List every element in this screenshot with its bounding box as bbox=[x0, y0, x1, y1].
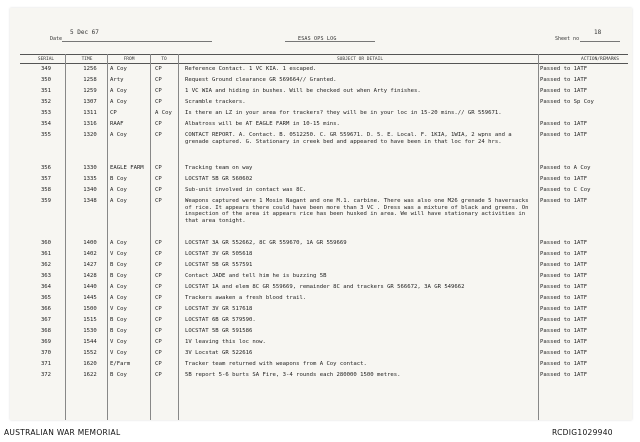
action-cell: Passed to 1ATF bbox=[540, 328, 588, 334]
serial-cell: 350 bbox=[40, 77, 52, 83]
sheet-underline bbox=[580, 41, 620, 42]
serial-cell: 357 bbox=[40, 176, 52, 182]
time-cell: 1445 bbox=[83, 295, 97, 301]
from-cell: EAGLE FARM bbox=[110, 165, 144, 171]
from-cell: B Coy bbox=[110, 372, 127, 378]
serial-cell: 356 bbox=[40, 165, 52, 171]
to-cell: CP bbox=[155, 66, 162, 72]
to-cell: CP bbox=[155, 88, 162, 94]
time-cell: 1400 bbox=[83, 240, 97, 246]
to-cell: CP bbox=[155, 350, 162, 356]
subject-cell: 1V leaving this loc now. bbox=[185, 339, 266, 345]
col-header-subject: SUBJECT OR DETAIL bbox=[336, 57, 384, 62]
from-cell: A Coy bbox=[110, 198, 127, 204]
serial-cell: 363 bbox=[40, 273, 52, 279]
to-cell: CP bbox=[155, 339, 162, 345]
action-cell: Passed to 1ATF bbox=[540, 306, 588, 312]
from-cell: A Coy bbox=[110, 187, 127, 193]
from-cell: RAAF bbox=[110, 121, 124, 127]
action-cell: Passed to 1ATF bbox=[540, 350, 588, 356]
from-cell: A Coy bbox=[110, 240, 127, 246]
serial-cell: 351 bbox=[40, 88, 52, 94]
to-cell: CP bbox=[155, 262, 162, 268]
action-cell: Passed to 1ATF bbox=[540, 251, 588, 257]
time-cell: 1552 bbox=[83, 350, 97, 356]
from-cell: A Coy bbox=[110, 99, 127, 105]
subject-cell: CONTACT REPORT. A. Contact. B. 0512250. C. GR 559671. D. 5. E. Local. F. 1KIA, 1WIA, 2 wpns and a grenade captured. G. Stationary in creek bed and appeared to have been in that loc for 24 hrs. bbox=[185, 132, 512, 145]
time-cell: 1427 bbox=[83, 262, 97, 268]
subject-cell: LOCSTAT 1A and elem 8C GR 559669, remainder 8C and trackers GR 566672, 3A GR 549662 bbox=[185, 284, 465, 290]
col-divider bbox=[178, 54, 179, 420]
to-cell: CP bbox=[155, 306, 162, 312]
subject-cell: Sub-unit involved in contact was 8C. bbox=[185, 187, 307, 193]
time-cell: 1335 bbox=[83, 176, 97, 182]
col-divider bbox=[150, 54, 151, 420]
time-cell: 1500 bbox=[83, 306, 97, 312]
col-header-time: TIME bbox=[81, 57, 93, 62]
serial-cell: 355 bbox=[40, 132, 52, 138]
serial-cell: 354 bbox=[40, 121, 52, 127]
subject-cell: 3V Locstat GR 522616 bbox=[185, 350, 253, 356]
from-cell: B Coy bbox=[110, 328, 127, 334]
col-divider bbox=[65, 54, 66, 420]
subject-cell: Request Ground clearance GR 569664// Granted. bbox=[185, 77, 337, 83]
to-cell: CP bbox=[155, 361, 162, 367]
to-cell: CP bbox=[155, 240, 162, 246]
time-cell: 1256 bbox=[83, 66, 97, 72]
time-cell: 1259 bbox=[83, 88, 97, 94]
col-header-from: FROM bbox=[123, 57, 135, 62]
from-cell: B Coy bbox=[110, 262, 127, 268]
col-header-action: ACTION/REMARKS bbox=[581, 57, 619, 62]
from-cell: CP bbox=[110, 110, 117, 116]
action-cell: Passed to 1ATF bbox=[540, 317, 588, 323]
action-cell: Passed to 1ATF bbox=[540, 176, 588, 182]
subject-cell: LOCSTAT 5B GR 591586 bbox=[185, 328, 253, 334]
action-cell: Passed to 1ATF bbox=[540, 88, 588, 94]
subject-cell: LOCSTAT 3A GR 552662, 8C GR 559670, 1A GR 559669 bbox=[185, 240, 347, 246]
action-cell: Passed to 1ATF bbox=[540, 132, 588, 138]
subject-cell: LOCSTAT 3V GR 505618 bbox=[185, 251, 253, 257]
serial-cell: 365 bbox=[40, 295, 52, 301]
action-cell: Passed to 1ATF bbox=[540, 262, 588, 268]
date-value: 5 Dec 67 bbox=[70, 29, 99, 36]
col-divider bbox=[538, 54, 539, 420]
subject-cell: Is there an LZ in your area for trackers? they will be in your loc in 15-20 mins.// GR 559671. bbox=[185, 110, 502, 116]
to-cell: CP bbox=[155, 198, 162, 204]
serial-cell: 364 bbox=[40, 284, 52, 290]
page-number: 18 bbox=[594, 29, 602, 36]
to-cell: CP bbox=[155, 176, 162, 182]
time-cell: 1440 bbox=[83, 284, 97, 290]
time-cell: 1515 bbox=[83, 317, 97, 323]
to-cell: CP bbox=[155, 251, 162, 257]
to-cell: CP bbox=[155, 284, 162, 290]
from-cell: V Coy bbox=[110, 251, 127, 257]
time-cell: 1316 bbox=[83, 121, 97, 127]
table-header-rule bbox=[20, 63, 628, 64]
action-cell: Passed to 1ATF bbox=[540, 361, 588, 367]
serial-cell: 361 bbox=[40, 251, 52, 257]
serial-cell: 372 bbox=[40, 372, 52, 378]
subject-cell: Tracker team returned with weapons from A Coy contact. bbox=[185, 361, 367, 367]
serial-cell: 369 bbox=[40, 339, 52, 345]
serial-cell: 362 bbox=[40, 262, 52, 268]
serial-cell: 368 bbox=[40, 328, 52, 334]
subject-cell: Weapons captured were 1 Mosin Nagant and one M.1. carbine. There was also one M26 grenade 5 haversacks of rice. It appears there could have been more than 3 VC . Dress was a mixture of black and greens. On inspection of the area it appears rice has been husked in area. We will have stationary activities in that area tonight. bbox=[185, 198, 529, 224]
time-cell: 1330 bbox=[83, 165, 97, 171]
log-title: ESAS OPS LOG bbox=[298, 36, 337, 42]
serial-cell: 349 bbox=[40, 66, 52, 72]
action-cell: Passed to 1ATF bbox=[540, 121, 588, 127]
date-label: Date bbox=[50, 36, 63, 42]
serial-cell: 366 bbox=[40, 306, 52, 312]
time-cell: 1311 bbox=[83, 110, 97, 116]
from-cell: B Coy bbox=[110, 273, 127, 279]
col-header-to: TO bbox=[161, 57, 167, 62]
from-cell: B Coy bbox=[110, 317, 127, 323]
subject-cell: Trackers awaken a fresh blood trail. bbox=[185, 295, 307, 301]
time-cell: 1307 bbox=[83, 99, 97, 105]
to-cell: CP bbox=[155, 273, 162, 279]
from-cell: A Coy bbox=[110, 66, 127, 72]
action-cell: Passed to 1ATF bbox=[540, 198, 588, 204]
from-cell: A Coy bbox=[110, 132, 127, 138]
time-cell: 1530 bbox=[83, 328, 97, 334]
from-cell: A Coy bbox=[110, 295, 127, 301]
table-top-rule bbox=[20, 54, 628, 55]
subject-cell: LOCSTAT 5B GR 557591 bbox=[185, 262, 253, 268]
serial-cell: 352 bbox=[40, 99, 52, 105]
col-header-serial: SERIAL bbox=[37, 57, 55, 62]
subject-cell: Tracking team on way bbox=[185, 165, 253, 171]
log-sheet bbox=[10, 8, 632, 420]
from-cell: Arty bbox=[110, 77, 124, 83]
from-cell: V Coy bbox=[110, 350, 127, 356]
to-cell: CP bbox=[155, 187, 162, 193]
footer-source: AUSTRALIAN WAR MEMORIAL bbox=[4, 428, 121, 437]
serial-cell: 370 bbox=[40, 350, 52, 356]
action-cell: Passed to 1ATF bbox=[540, 273, 588, 279]
to-cell: CP bbox=[155, 77, 162, 83]
action-cell: Passed to 1ATF bbox=[540, 77, 588, 83]
action-cell: Passed to 1ATF bbox=[540, 284, 588, 290]
subject-cell: Albatross will be AT EAGLE FARM in 10-15 mins. bbox=[185, 121, 340, 127]
subject-cell: Contact JADE and tell him he is buzzing 5B bbox=[185, 273, 327, 279]
subject-cell: LOCSTAT 6B GR 579590. bbox=[185, 317, 256, 323]
action-cell: Passed to C Coy bbox=[540, 187, 591, 193]
action-cell: Passed to 1ATF bbox=[540, 295, 588, 301]
serial-cell: 359 bbox=[40, 198, 52, 204]
to-cell: CP bbox=[155, 372, 162, 378]
to-cell: CP bbox=[155, 99, 162, 105]
time-cell: 1402 bbox=[83, 251, 97, 257]
from-cell: A Coy bbox=[110, 88, 127, 94]
serial-cell: 360 bbox=[40, 240, 52, 246]
serial-cell: 358 bbox=[40, 187, 52, 193]
from-cell: V Coy bbox=[110, 306, 127, 312]
subject-cell: LOCSTAT 5B GR 560602 bbox=[185, 176, 253, 182]
time-cell: 1428 bbox=[83, 273, 97, 279]
subject-cell: Reference Contact. 1 VC KIA. 1 escaped. bbox=[185, 66, 317, 72]
from-cell: E/Farm bbox=[110, 361, 131, 367]
to-cell: CP bbox=[155, 132, 162, 138]
serial-cell: 367 bbox=[40, 317, 52, 323]
serial-cell: 371 bbox=[40, 361, 52, 367]
subject-cell: LOCSTAT 3V GR 517618 bbox=[185, 306, 253, 312]
action-cell: Passed to 1ATF bbox=[540, 339, 588, 345]
action-cell: Passed to A Coy bbox=[540, 165, 591, 171]
sheet-label: Sheet no bbox=[555, 36, 580, 42]
date-underline bbox=[62, 41, 212, 42]
footer-id: RCDIG1029940 bbox=[552, 428, 613, 437]
time-cell: 1320 bbox=[83, 132, 97, 138]
from-cell: A Coy bbox=[110, 284, 127, 290]
subject-cell: 5B report 5-6 burts SA Fire, 3-4 rounds each 280000 1500 metres. bbox=[185, 372, 401, 378]
from-cell: V Coy bbox=[110, 339, 127, 345]
action-cell: Passed to 1ATF bbox=[540, 66, 588, 72]
time-cell: 1340 bbox=[83, 187, 97, 193]
action-cell: Passed to Sp Coy bbox=[540, 99, 594, 105]
title-underline bbox=[285, 41, 375, 42]
subject-cell: Scramble trackers. bbox=[185, 99, 246, 105]
to-cell: CP bbox=[155, 165, 162, 171]
to-cell: CP bbox=[155, 328, 162, 334]
from-cell: B Coy bbox=[110, 176, 127, 182]
serial-cell: 353 bbox=[40, 110, 52, 116]
time-cell: 1258 bbox=[83, 77, 97, 83]
time-cell: 1620 bbox=[83, 361, 97, 367]
time-cell: 1544 bbox=[83, 339, 97, 345]
action-cell: Passed to 1ATF bbox=[540, 240, 588, 246]
to-cell: A Coy bbox=[155, 110, 172, 116]
to-cell: CP bbox=[155, 121, 162, 127]
to-cell: CP bbox=[155, 295, 162, 301]
to-cell: CP bbox=[155, 317, 162, 323]
action-cell: Passed to 1ATF bbox=[540, 372, 588, 378]
time-cell: 1348 bbox=[83, 198, 97, 204]
time-cell: 1622 bbox=[83, 372, 97, 378]
subject-cell: 1 VC WIA and hiding in bushes. Will be checked out when Arty finishes. bbox=[185, 88, 421, 94]
